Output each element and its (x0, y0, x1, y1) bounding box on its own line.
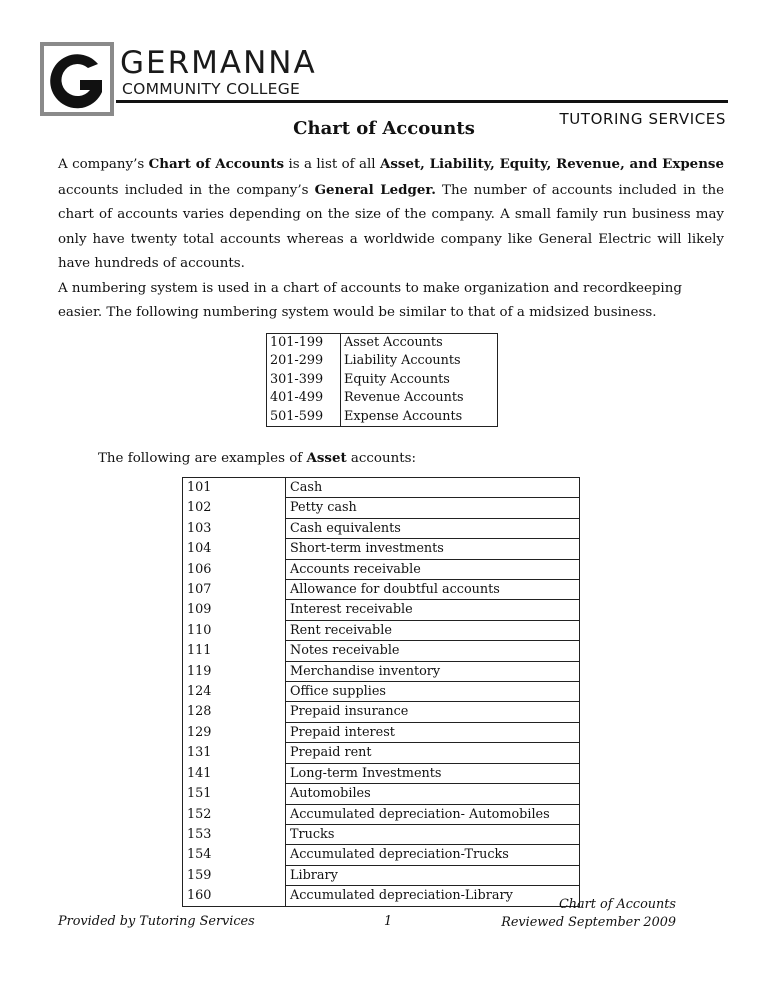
range-number: 101-199 (267, 334, 341, 353)
intro-paragraph (58, 152, 724, 277)
table-row (183, 702, 580, 722)
page-number: 1 (384, 914, 393, 929)
table-row (267, 371, 498, 389)
table-row (183, 600, 580, 620)
range-label: Revenue Accounts (344, 390, 464, 406)
account-name: Interest receivable (286, 600, 580, 620)
footer-doc-title: Chart of Accounts (559, 897, 676, 912)
account-name: Cash (286, 478, 580, 498)
table-row (183, 478, 580, 498)
account-number: 153 (183, 824, 286, 844)
table-row (183, 620, 580, 640)
account-number: 106 (183, 559, 286, 579)
table-row (183, 784, 580, 804)
range-label: Liability Accounts (344, 353, 461, 369)
range-number: 501-599 (267, 408, 341, 427)
account-number: 160 (183, 886, 286, 906)
asset-intro (98, 450, 416, 466)
table-row (183, 498, 580, 518)
table-row (183, 845, 580, 865)
account-name: Accounts receivable (286, 559, 580, 579)
table-row (183, 580, 580, 600)
logo-subtitle: COMMUNITY COLLEGE (122, 80, 301, 98)
account-number: 107 (183, 580, 286, 600)
account-name: Prepaid rent (286, 743, 580, 763)
account-number: 152 (183, 804, 286, 824)
account-number: 109 (183, 600, 286, 620)
account-number: 103 (183, 518, 286, 538)
footer-provider: Provided by Tutoring Services (58, 914, 255, 929)
account-number: 151 (183, 784, 286, 804)
table-row (183, 743, 580, 763)
account-name: Accumulated depreciation-Library (290, 888, 513, 904)
asset-intro-bold: Asset (306, 450, 347, 466)
account-name: Trucks (286, 824, 580, 844)
account-name: Library (286, 865, 580, 885)
account-name: Office supplies (286, 682, 580, 702)
header-rule (116, 100, 728, 103)
account-number: 154 (183, 845, 286, 865)
table-row (183, 763, 580, 783)
department-label: TUTORING SERVICES (559, 110, 726, 128)
range-label: Expense Accounts (344, 408, 463, 424)
account-name: Merchandise inventory (286, 661, 580, 681)
numbering-paragraph: A numbering system is used in a chart of accounts to make organization and recordkeeping easier. The following numbering system would be similar to that of a midsized business. (58, 280, 682, 320)
account-number: 131 (183, 743, 286, 763)
footer-doc-info (501, 896, 676, 932)
account-name: Accumulated depreciation- Automobiles (286, 804, 580, 824)
germanna-logo-icon (40, 42, 114, 116)
account-name: Notes receivable (286, 641, 580, 661)
table-row (267, 408, 498, 427)
table-row (183, 722, 580, 742)
intro-text-1: A company’s (58, 157, 149, 172)
table-row (267, 389, 498, 407)
intro-text-4: The number of accounts included in the chart of accounts varies depending on the size of the company. A small family run business may only have twenty total accounts whereas a worldwide company like General Electric will likely have hundreds of accounts. (58, 182, 724, 271)
table-row (183, 804, 580, 824)
account-name: Cash equivalents (286, 518, 580, 538)
range-number: 401-499 (267, 389, 341, 407)
account-number: 129 (183, 722, 286, 742)
account-number: 101 (183, 478, 286, 498)
table-row (183, 824, 580, 844)
account-number: 119 (183, 661, 286, 681)
account-number: 104 (183, 539, 286, 559)
intro-bold-1: Chart of Accounts (148, 156, 285, 172)
table-row (183, 518, 580, 538)
account-number: 111 (183, 641, 286, 661)
intro-text-2: is a list of all (284, 157, 380, 172)
range-label: Equity Accounts (344, 371, 450, 387)
account-number: 141 (183, 763, 286, 783)
intro-bold-2: Asset, Liability, Equity, Revenue, and Expense (380, 156, 724, 172)
page-title: Chart of Accounts (293, 118, 475, 139)
account-ranges-table (266, 333, 498, 427)
table-row (183, 682, 580, 702)
footer-review-date: Reviewed September 2009 (501, 915, 676, 930)
account-name: Petty cash (286, 498, 580, 518)
table-row (183, 539, 580, 559)
account-name: Accumulated depreciation-Trucks (286, 845, 580, 865)
asset-intro-text-2: accounts: (346, 451, 416, 466)
body-text (58, 152, 724, 326)
range-number: 301-399 (267, 371, 341, 389)
account-name: Automobiles (286, 784, 580, 804)
account-number: 124 (183, 682, 286, 702)
table-row (183, 559, 580, 579)
account-name: Rent receivable (286, 620, 580, 640)
account-name: Prepaid insurance (286, 702, 580, 722)
table-row (183, 641, 580, 661)
account-name: Short-term investments (286, 539, 580, 559)
account-number: 128 (183, 702, 286, 722)
asset-intro-text-1: The following are examples of (98, 451, 307, 466)
account-number: 102 (183, 498, 286, 518)
intro-text-3: accounts included in the company’s (58, 182, 315, 198)
table-row (183, 661, 580, 681)
asset-accounts-table (182, 477, 580, 907)
table-row (267, 334, 498, 353)
account-name: Long-term Investments (286, 763, 580, 783)
range-label: Asset Accounts (344, 335, 443, 350)
range-number: 201-299 (267, 352, 341, 370)
account-number: 110 (183, 620, 286, 640)
logo-wordmark: GERMANNA (120, 45, 317, 81)
account-name: Allowance for doubtful accounts (286, 580, 580, 600)
account-number: 159 (183, 865, 286, 885)
table-row (267, 352, 498, 370)
account-name: Prepaid interest (286, 722, 580, 742)
intro-bold-3: General Ledger. (314, 181, 436, 198)
table-row (183, 865, 580, 885)
